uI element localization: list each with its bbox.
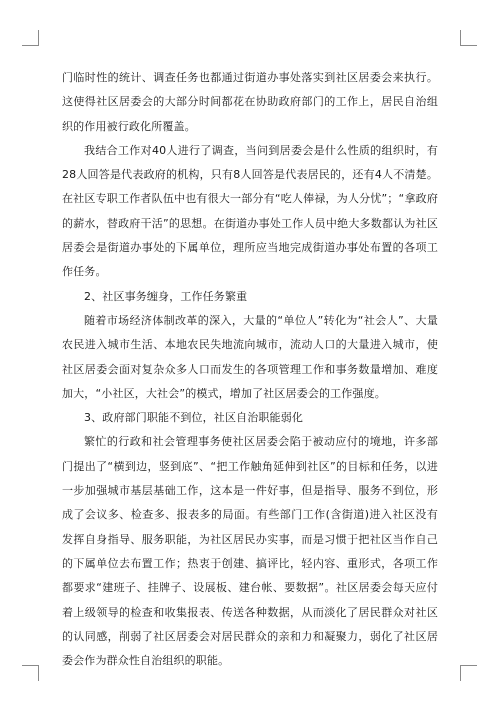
- document-body: [62, 66, 438, 673]
- crop-mark-top-left: [38, 30, 39, 46]
- crop-mark-bottom-left: [38, 665, 39, 681]
- paragraph: 门临时性的统计、调查任务也都通过街道办事处落实到社区居委会来执行。这使得社区居委会的大部分时间都花在协助政府部门的工作上，居民自治组织的作用被行政化所覆盖。: [62, 71, 438, 133]
- crop-mark-bottom-right: [460, 665, 477, 666]
- paragraph: 随着市场经济体制改革的深入，大量的“单位人”转化为“社会人”、大量农民进入城市生活、本地农民失地流向城市，流动人口的大量进入城市，使社区居委会面对复杂众多人口而发生的各项管理工作和事务数量增加、难度加大，“小社区，大社会”的模式，增加了社区居委会的工作强度。: [62, 313, 438, 400]
- crop-mark-bottom-left: [22, 665, 39, 666]
- crop-mark-bottom-right: [460, 665, 461, 681]
- paragraph: 繁忙的行政和社会管理事务使社区居委会陷于被动应付的境地，许多部门提出了“横到边，竖到底”、“把工作触角延伸到社区”的目标和任务，以进一步加强城市基层基础工作，这本是一件好事，但是指导、服务不到位，形成了会议多、检查多、报表多的局面。有些部门工作(含街道)进入社区没有发挥自身指导、服务职能，为社区居民办实事，而是习惯于把社区当作自己的下属单位去布置工作；热衷于创建、搞评比，轻内容、重形式，各项工作都要求“建班子、挂牌子、设展板、建台帐、要数据”。社区居委会每天应付着上级领导的检查和收集报表、传送各种数据，从而淡化了居民群众对社区的认同感，削弱了社区居委会对居民群众的亲和力和凝聚力，弱化了社区居委会作为群众性自治组织的职能。: [62, 435, 438, 668]
- crop-mark-top-left: [22, 45, 39, 46]
- paragraph: 我结合工作对40人进行了调查，当问到居委会是什么性质的组织时，有28人回答是代表政府的机构，只有8人回答是代表居民的，还有4人不清楚。在社区专职工作者队伍中也有很大一部分有“吃人俸禄，为人分忧”；“拿政府的薪水，替政府干活”的思想。在街道办事处工作人员中绝大多数都认为社区居委会是街道办事处的下属单位，理所应当地完成街道办事处布置的各项工作任务。: [62, 143, 438, 279]
- paragraph: 2、社区事务缠身，工作任务繁重: [84, 289, 248, 303]
- crop-mark-top-right: [460, 30, 461, 46]
- crop-mark-top-right: [460, 45, 477, 46]
- paragraph: 3、政府部门职能不到位，社区自治职能弱化: [84, 411, 303, 425]
